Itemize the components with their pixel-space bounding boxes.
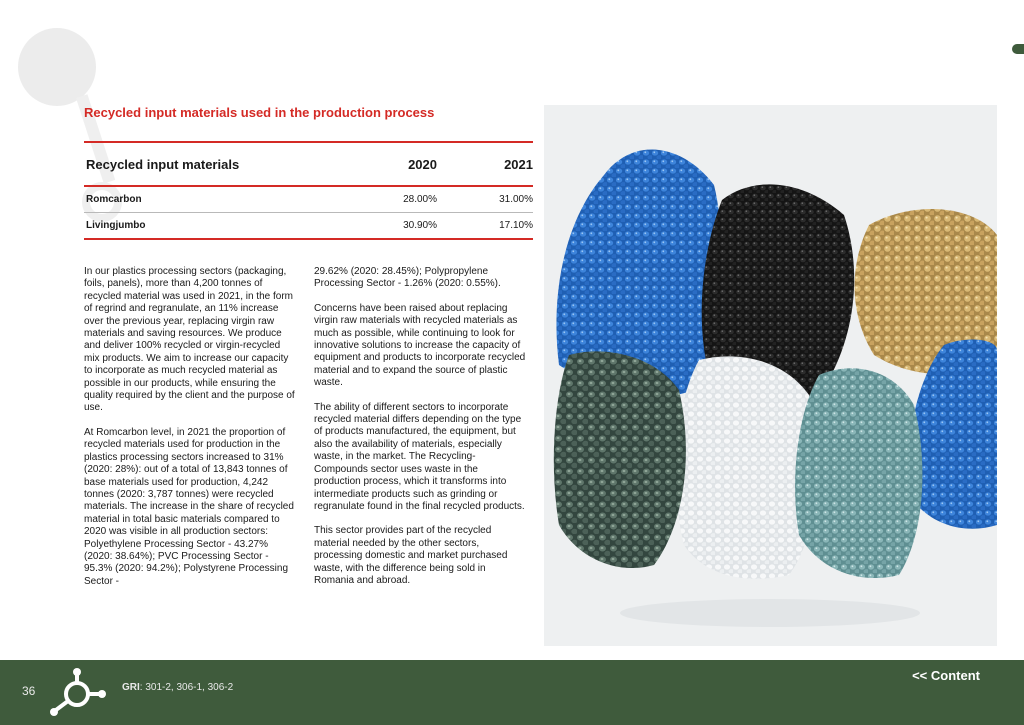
gri-codes: : 301-2, 306-1, 306-2 bbox=[139, 682, 234, 693]
paragraph: In our plastics processing sectors (packaging, foils, panels), more than 4,200 tonnes of recycled material was used in 2021, in the form of regrind and regranulate, an 11% increase over the previous year, replacing virgin raw materials and saving resources. We produce and deliver 100% recycled or virgin-recycled mix products. We aim to increase our capacity to incorporate as much recycled material as possible in our products, while ensuring the quality required by the client and the purpose of use. bbox=[84, 266, 295, 414]
paragraph: 29.62% (2020: 28.45%); Polypropylene Processing Sector - 1.26% (2020: 0.55%). bbox=[314, 266, 501, 290]
footer-bar bbox=[0, 660, 1024, 725]
header-2021: 2021 bbox=[437, 142, 533, 186]
table-row bbox=[84, 186, 533, 213]
body-text-left bbox=[84, 266, 296, 600]
header-materials: Recycled input materials bbox=[84, 142, 367, 186]
plastic-pellets-photo bbox=[544, 105, 997, 646]
value-2020: 30.90% bbox=[367, 213, 437, 240]
body-text-right bbox=[314, 266, 526, 599]
paragraph: At Romcarbon level, in 2021 the proportion of recycled materials used for production in the plastics processing sectors increased to 31% (2020: 28%): out of a total of 13,843 tonnes of base materials used for production, 4,242 tonnes (2020: 3,787 tonnes) were recycled materials. The increase in the share of recycled material in total basic materials compared to 2020 was visible in all production sectors: Polyethylene Processing Sector - 43.27% (2020: 38.64%); PVC Processing Sector - 95.3% (2020: 94.2%); Polystyrene Processing Sector - bbox=[84, 426, 294, 587]
table-header-row bbox=[84, 142, 533, 186]
value-2021: 31.00% bbox=[437, 186, 533, 213]
row-label: Romcarbon bbox=[84, 186, 367, 213]
paragraph: The ability of different sectors to incorporate recycled material differs depending on the type of products manufactured, the equipment, but also the availability of materials, especially waste, in the market. The Recycling-Compounds sector uses waste in the production process, which it transforms into intermediate products such as grinding or regranulate found in the final recycled products. bbox=[314, 401, 525, 512]
page-number: 36 bbox=[22, 684, 36, 698]
gri-reference bbox=[122, 682, 233, 693]
molecule-logo-icon bbox=[44, 666, 110, 720]
header-2020: 2020 bbox=[367, 142, 437, 186]
gri-label: GRI bbox=[122, 682, 140, 693]
table-row bbox=[84, 213, 533, 240]
paragraph: This sector provides part of the recycled material needed by the other sectors, processing domestic and market purchased waste, with the difference being sold in Romania and abroad. bbox=[314, 525, 508, 586]
row-label: Livingjumbo bbox=[84, 213, 367, 240]
value-2020: 28.00% bbox=[367, 186, 437, 213]
paragraph: Concerns have been raised about replacing virgin raw materials with recycled materials as much as possible, while continuing to look for innovative solutions to increase the capacity of equipment and products to incorporate recycled material and to expand the source of plastic waste. bbox=[314, 302, 526, 389]
page-edge-tab bbox=[1012, 44, 1024, 54]
section-title: Recycled input materials used in the production process bbox=[84, 105, 435, 120]
value-2021: 17.10% bbox=[437, 213, 533, 240]
recycled-materials-table bbox=[84, 141, 533, 240]
content-link[interactable]: << Content bbox=[912, 668, 980, 683]
